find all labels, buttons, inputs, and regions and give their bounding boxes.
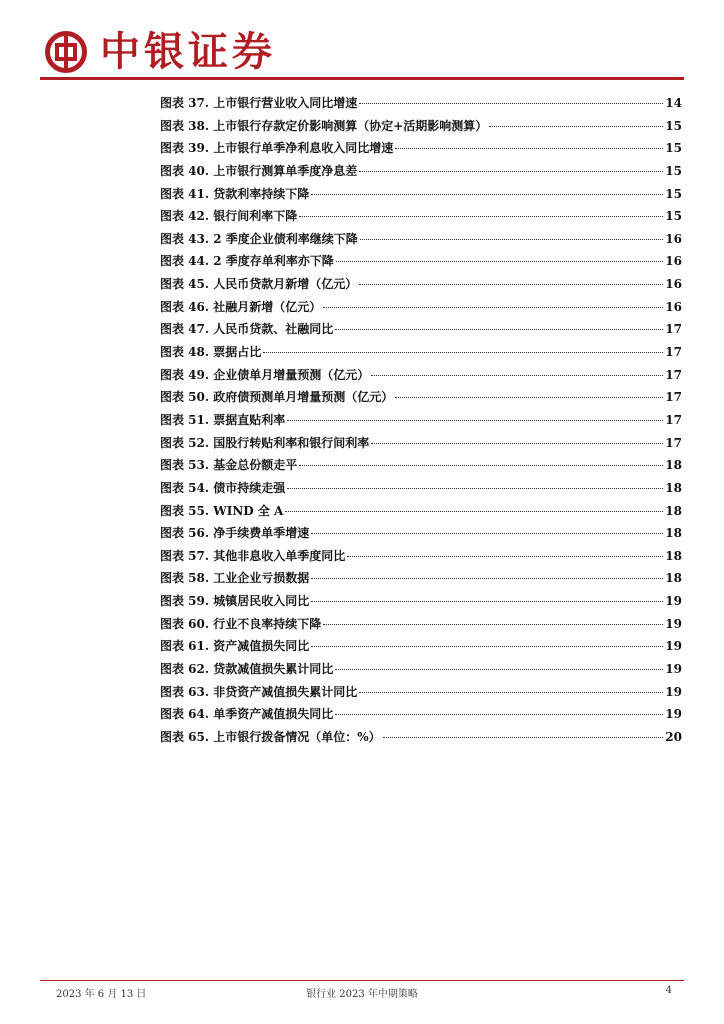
toc-entry-label: 图表 38. 上市银行存款定价影响测算（协定+活期影响测算） <box>160 118 488 133</box>
toc-entry-page: 17 <box>665 412 682 427</box>
toc-dot-leader <box>489 126 663 127</box>
toc-entry-label: 图表 56. 净手续费单季增速 <box>160 526 310 541</box>
page-header <box>0 0 724 86</box>
toc-dot-leader <box>311 601 663 602</box>
toc-entry-page: 15 <box>665 209 682 224</box>
toc-entry-page: 17 <box>665 345 682 360</box>
toc-entry[interactable] <box>160 250 682 273</box>
toc-entry-label: 图表 39. 上市银行单季净利息收入同比增速 <box>160 141 394 156</box>
toc-entry-label: 图表 59. 城镇居民收入同比 <box>160 594 310 609</box>
toc-entry-page: 16 <box>665 254 682 269</box>
toc-entry-label: 图表 51. 票据直贴利率 <box>160 412 286 427</box>
table-of-figures <box>160 92 682 749</box>
toc-entry-page: 18 <box>665 571 682 586</box>
toc-dot-leader <box>311 533 663 534</box>
toc-dot-leader <box>371 443 663 444</box>
toc-entry-label: 图表 54. 债市持续走强 <box>160 480 286 495</box>
toc-entry-page: 16 <box>665 299 682 314</box>
toc-dot-leader <box>371 375 663 376</box>
toc-entry[interactable] <box>160 703 682 726</box>
toc-entry[interactable] <box>160 137 682 160</box>
toc-entry[interactable] <box>160 726 682 749</box>
toc-entry-label: 图表 47. 人民币贷款、社融同比 <box>160 322 334 337</box>
toc-dot-leader <box>359 171 663 172</box>
footer-date: 2023 年 6 月 13 日 <box>56 989 147 1000</box>
toc-entry-page: 15 <box>665 186 682 201</box>
footer-page-number: 4 <box>665 985 672 996</box>
toc-entry-page: 14 <box>665 96 682 110</box>
toc-entry[interactable] <box>160 205 682 228</box>
toc-entry[interactable] <box>160 432 682 455</box>
toc-entry-label: 图表 64. 单季资产减值损失同比 <box>160 707 334 722</box>
toc-entry-label: 图表 57. 其他非息收入单季度同比 <box>160 548 346 563</box>
toc-dot-leader <box>395 148 663 149</box>
toc-dot-leader <box>359 692 663 693</box>
toc-entry-label: 图表 41. 贷款利率持续下降 <box>160 186 310 201</box>
toc-entry[interactable] <box>160 341 682 364</box>
toc-entry[interactable] <box>160 228 682 251</box>
toc-entry-page: 16 <box>665 277 682 292</box>
toc-entry-page: 19 <box>665 707 682 722</box>
toc-entry-label: 图表 50. 政府债预测单月增量预测（亿元） <box>160 390 394 405</box>
toc-entry[interactable] <box>160 681 682 704</box>
toc-entry[interactable] <box>160 658 682 681</box>
toc-dot-leader <box>359 284 663 285</box>
toc-entry[interactable] <box>160 318 682 341</box>
toc-entry-page: 17 <box>665 390 682 405</box>
toc-entry[interactable] <box>160 545 682 568</box>
toc-entry[interactable] <box>160 364 682 387</box>
toc-entry-page: 19 <box>665 594 682 609</box>
toc-entry-page: 18 <box>665 458 682 473</box>
toc-dot-leader <box>287 488 663 489</box>
toc-entry-page: 18 <box>665 503 682 518</box>
toc-dot-leader <box>359 103 663 104</box>
toc-entry-page: 19 <box>665 662 682 677</box>
toc-entry-label: 图表 52. 国股行转贴利率和银行间利率 <box>160 435 370 450</box>
toc-entry[interactable] <box>160 522 682 545</box>
header-divider <box>40 77 684 80</box>
toc-entry-page: 19 <box>665 684 682 699</box>
toc-dot-leader <box>323 307 663 308</box>
toc-entry-label: 图表 37. 上市银行营业收入同比增速 <box>160 96 358 110</box>
toc-dot-leader <box>287 420 663 421</box>
toc-dot-leader <box>285 511 663 512</box>
toc-dot-leader <box>311 194 663 195</box>
toc-entry-page: 18 <box>665 526 682 541</box>
toc-entry[interactable] <box>160 409 682 432</box>
toc-entry-page: 18 <box>665 548 682 563</box>
brand-name: 中银证券 <box>100 29 276 75</box>
toc-entry-page: 19 <box>665 616 682 631</box>
toc-dot-leader <box>336 261 664 262</box>
toc-entry-label: 图表 45. 人民币贷款月新增（亿元） <box>160 277 358 292</box>
toc-dot-leader <box>299 465 663 466</box>
toc-entry-label: 图表 48. 票据占比 <box>160 345 262 360</box>
toc-entry[interactable] <box>160 477 682 500</box>
toc-entry-label: 图表 65. 上市银行拨备情况（单位：%） <box>160 729 381 744</box>
footer-report-title: 银行业 2023 年中期策略 <box>306 989 418 1000</box>
toc-dot-leader <box>335 714 663 715</box>
toc-entry-label: 图表 40. 上市银行测算单季度净息差 <box>160 163 358 178</box>
toc-dot-leader <box>311 578 663 579</box>
toc-entry[interactable] <box>160 386 682 409</box>
toc-entry[interactable] <box>160 500 682 523</box>
bank-of-china-logo-icon <box>44 30 88 74</box>
toc-entry-label: 图表 61. 资产减值损失同比 <box>160 639 310 654</box>
toc-entry[interactable] <box>160 183 682 206</box>
toc-entry-label: 图表 58. 工业企业亏损数据 <box>160 571 310 586</box>
toc-entry-page: 20 <box>665 729 682 744</box>
toc-entry[interactable] <box>160 273 682 296</box>
footer-divider <box>40 980 684 981</box>
toc-entry[interactable] <box>160 454 682 477</box>
toc-entry-label: 图表 49. 企业债单月增量预测（亿元） <box>160 367 370 382</box>
toc-dot-leader <box>323 624 663 625</box>
toc-entry[interactable] <box>160 590 682 613</box>
toc-entry[interactable] <box>160 115 682 138</box>
toc-entry[interactable] <box>160 160 682 183</box>
toc-entry-page: 17 <box>665 367 682 382</box>
toc-entry[interactable] <box>160 92 682 115</box>
toc-dot-leader <box>347 556 663 557</box>
toc-entry-page: 15 <box>665 118 682 133</box>
toc-entry-label: 图表 44. 2 季度存单利率亦下降 <box>160 254 334 269</box>
toc-entry[interactable] <box>160 567 682 590</box>
toc-entry[interactable] <box>160 635 682 658</box>
toc-entry[interactable] <box>160 613 682 636</box>
toc-dot-leader <box>383 737 664 738</box>
toc-dot-leader <box>299 216 663 217</box>
toc-dot-leader <box>263 352 663 353</box>
toc-entry-label: 图表 43. 2 季度企业债利率继续下降 <box>160 231 358 246</box>
toc-entry-page: 15 <box>665 163 682 178</box>
toc-entry-page: 18 <box>665 480 682 495</box>
toc-dot-leader <box>335 669 663 670</box>
toc-entry-label: 图表 63. 非贷资产减值损失累计同比 <box>160 684 358 699</box>
toc-entry-label: 图表 60. 行业不良率持续下降 <box>160 616 322 631</box>
toc-entry-label: 图表 46. 社融月新增（亿元） <box>160 299 322 314</box>
toc-entry-page: 15 <box>665 141 682 156</box>
toc-entry-page: 19 <box>665 639 682 654</box>
toc-entry-label: 图表 62. 贷款减值损失累计同比 <box>160 662 334 677</box>
toc-dot-leader <box>395 397 663 398</box>
toc-entry-label: 图表 42. 银行间利率下降 <box>160 209 298 224</box>
toc-entry-page: 17 <box>665 435 682 450</box>
toc-entry[interactable] <box>160 296 682 319</box>
toc-dot-leader <box>360 239 664 240</box>
toc-entry-label: 图表 55. WIND 全 A <box>160 503 284 518</box>
toc-dot-leader <box>311 646 663 647</box>
toc-dot-leader <box>335 329 663 330</box>
toc-entry-page: 17 <box>665 322 682 337</box>
toc-entry-label: 图表 53. 基金总份额走平 <box>160 458 298 473</box>
toc-entry-page: 16 <box>665 231 682 246</box>
